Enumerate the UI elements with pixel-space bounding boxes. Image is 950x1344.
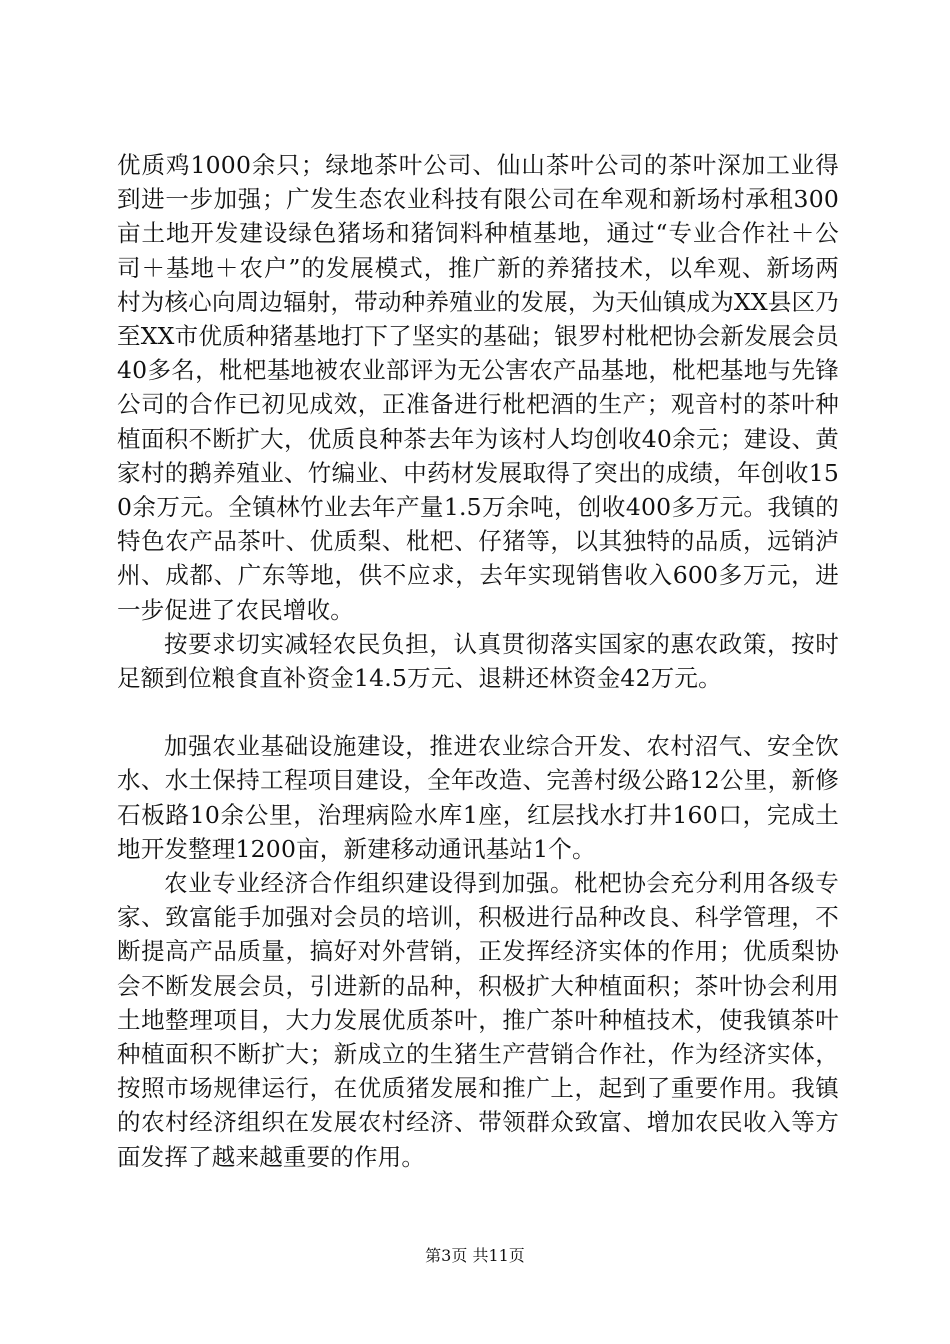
paragraph-2: 按要求切实减轻农民负担，认真贯彻落实国家的惠农政策，按时足额到位粮食直补资金14.5万元、退耕还林资金42万元。: [117, 629, 839, 693]
page-number-footer: 第3页 共11页: [425, 1246, 525, 1265]
paragraph-4: 农业专业经济合作组织建设得到加强。枇杷协会充分利用各级专家、致富能手加强对会员的培训，积极进行品种改良、科学管理，不断提高产品质量，搞好对外营销，正发挥经济实体的作用；优质梨协会不断发展会员，引进新的品种，积极扩大种植面积；茶叶协会利用土地整理项目，大力发展优质茶叶，推广茶叶种植技术，使我镇茶叶种植面积不断扩大；新成立的生猪生产营销合作社，作为经济实体，按照市场规律运行，在优质猪发展和推广上，起到了重要作用。我镇的农村经济组织在发展农村经济、带领群众致富、增加农民收入等方面发挥了越来越重要的作用。: [117, 869, 839, 1171]
document-body: [117, 148, 839, 1174]
paragraph-3: 加强农业基础设施建设，推进农业综合开发、农村沼气、安全饮水、水土保持工程项目建设，全年改造、完善村级公路12公里，新修石板路10余公里，治理病险水库1座，红层找水打井160口，完成土地开发整理1200亩，新建移动通讯基站1个。: [117, 732, 839, 863]
paragraph-1: 优质鸡1000余只；绿地茶叶公司、仙山茶叶公司的茶叶深加工业得到进一步加强；广发生态农业科技有限公司在牟观和新场村承租300亩土地开发建设绿色猪场和猪饲料种植基地，通过“专业合作社＋公司＋基地＋农户”的发展模式，推广新的养猪技术，以牟观、新场两村为核心向周边辐射，带动种养殖业的发展，为天仙镇成为XX县区乃至XX市优质种猪基地打下了坚实的基础；银罗村枇杷协会新发展会员40多名，枇杷基地被农业部评为无公害农产品基地，枇杷基地与先锋公司的合作已初见成效，正准备进行枇杷酒的生产；观音村的茶叶种植面积不断扩大，优质良种茶去年为该村人均创收40余元；建设、黄家村的鹅养殖业、竹编业、中药材发展取得了突出的成绩，年创收150余万元。全镇林竹业去年产量1.5万余吨，创收400多万元。我镇的特色农产品茶叶、优质梨、枇杷、仔猪等，以其独特的品质，远销泸州、成都、广东等地，供不应求，去年实现销售收入600多万元，进一步促进了农民增收。: [117, 151, 839, 624]
